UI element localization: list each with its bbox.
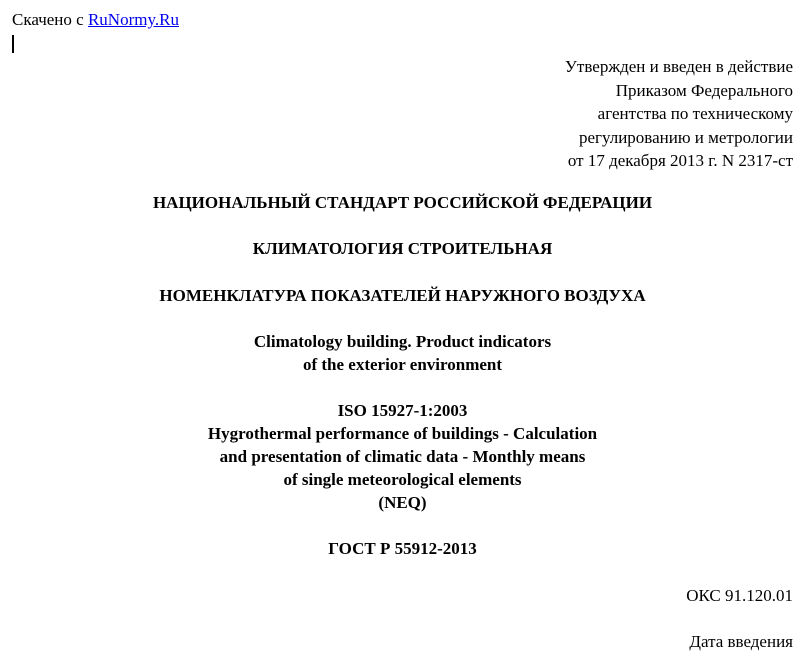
english-title-line: Climatology building. Product indicators xyxy=(253,332,552,351)
source-line xyxy=(12,9,179,31)
approval-block xyxy=(565,55,793,173)
approval-line: от 17 декабря 2013 г. N 2317-ст xyxy=(567,151,793,170)
english-title xyxy=(0,330,799,376)
iso-reference xyxy=(0,399,799,514)
oks-code: ОКС 91.120.01 xyxy=(686,586,793,605)
intro-date-label: Дата введения xyxy=(689,632,793,651)
iso-line: of single meteorological elements xyxy=(283,470,522,489)
approval-line: регулированию и метрологии xyxy=(578,127,793,147)
climatology-title: КЛИМАТОЛОГИЯ СТРОИТЕЛЬНАЯ xyxy=(252,239,553,258)
approval-line: Утвержден и введен в действие xyxy=(564,57,793,76)
nomenclature-title: НОМЕНКЛАТУРА ПОКАЗАТЕЛЕЙ НАРУЖНОГО ВОЗДУХА xyxy=(159,286,646,305)
iso-line: (NEQ) xyxy=(378,493,427,512)
approval-line: Приказом Федерального xyxy=(615,80,793,100)
english-title-line: of the exterior environment xyxy=(302,355,503,374)
iso-line: Hygrothermal performance of buildings - Calculation xyxy=(207,424,598,443)
runormy-link[interactable]: RuNormy.Ru xyxy=(87,10,179,29)
iso-line: ISO 15927-1:2003 xyxy=(337,401,468,420)
source-prefix: Скачено с xyxy=(12,10,88,29)
gost-number: ГОСТ Р 55912-2013 xyxy=(328,539,477,558)
text-cursor xyxy=(12,35,14,53)
national-standard-title: НАЦИОНАЛЬНЫЙ СТАНДАРТ РОССИЙСКОЙ ФЕДЕРАЦИИ xyxy=(152,193,653,212)
iso-line: and presentation of climatic data - Monthly means xyxy=(219,447,586,466)
approval-line: агентства по техническому xyxy=(597,104,793,123)
